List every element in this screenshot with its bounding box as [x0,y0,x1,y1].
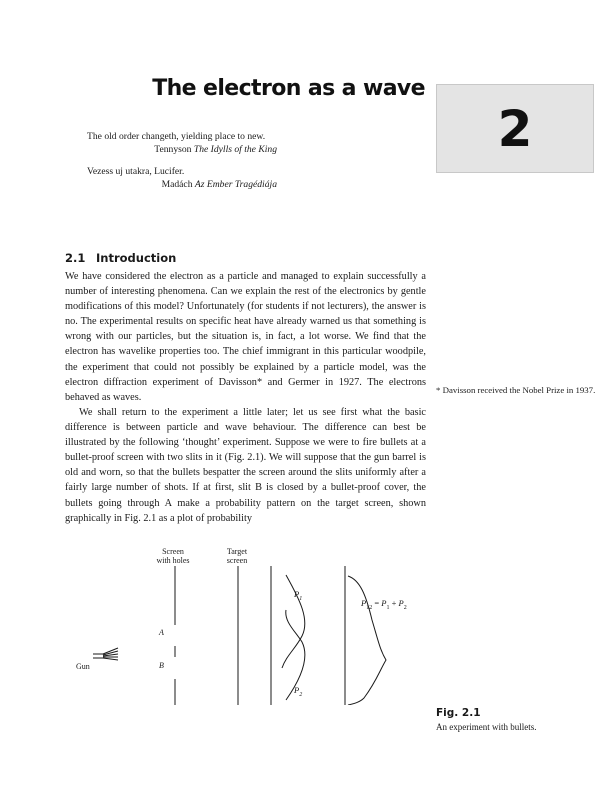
body-paragraph-2: We shall return to the experiment a little later; let us see first what the basic difference is between particle and wave behaviour. The difference can best be illustrated by the following ‘thought’ experiment. Suppose we were to fire bullets at a bullet-proof screen with two slits in it (Fig. 2.1). We will suppose that the gun barrel is old and worn, so that the bullets bespatter the screen around the slits uniformly after a fairly large number of shots. If at first, slit B is closed by a bullet-proof cover, the bullets going through A make a probability pattern on the target screen, shown graphically in Fig. 2.1 as a plot of probability [65,407,426,524]
label-p1: $P_1$ [294,589,303,602]
section-heading [65,251,176,265]
epigraph-quote: The old order changeth, yielding place to new. [87,131,266,142]
epigraph-quote: Vezess uj utakra, Lucifer. [87,166,185,177]
gun-icon [93,648,118,660]
figure-label: Fig. 2.1 [436,707,481,719]
label-target-screen-2: screen [226,556,248,565]
epigraph-madach [87,165,277,191]
body-paragraph-1: We have considered the electron as a particle and managed to explain successfully a number of interesting phenomena. Can we explain the rest of the electronics by gentle modifications of this model? Unfortunately (for students if not lecturers), the answer is no. The experimental results on specific heat have already warned us that something is wrong with our particles, but the situation is, in fact, a lot worse. We find that the electron has wavelike properties too. The chief immigrant in this particular woodpile, the experiment that could not possibly be explained by a particle model, was the electron diffraction experiment of Davisson* and Germer in 1927. The electrons behaved as waves. [65,271,426,403]
label-screen-with-holes-2: with holes [156,556,190,565]
chapter-number: 2 [497,100,533,158]
epigraph-attribution [87,143,277,156]
label-p2: $P_2$ [294,685,303,698]
label-p12-equation: $P_{12} = P_1 + P_2$ [361,598,407,611]
section-number: 2.1 [65,251,86,265]
figure-2-1-diagram [60,540,430,705]
chapter-title: The electron as a wave [152,76,425,101]
epigraph-author: Tennyson [154,144,192,155]
footnote-davisson: * Davisson received the Nobel Prize in 1937. [436,385,596,395]
figure-caption [436,707,601,732]
label-slit-b: B [159,661,164,670]
figure-caption-text: An experiment with bullets. [436,722,537,732]
label-gun: Gun [76,662,90,671]
label-slit-a: A [159,628,164,637]
epigraph-tennyson [87,130,277,156]
chapter-number-box [436,84,594,173]
section-title: Introduction [96,251,177,265]
epigraph-attribution [87,178,277,191]
label-screen-with-holes-1: Screen [162,547,184,556]
epigraph-work: Az Ember Tragédiája [194,179,277,190]
epigraph-author: Madách [161,179,193,190]
p12-curve [348,576,386,705]
label-target-screen-1: Target [226,547,248,556]
epigraph-work: The Idylls of the King [193,144,277,155]
